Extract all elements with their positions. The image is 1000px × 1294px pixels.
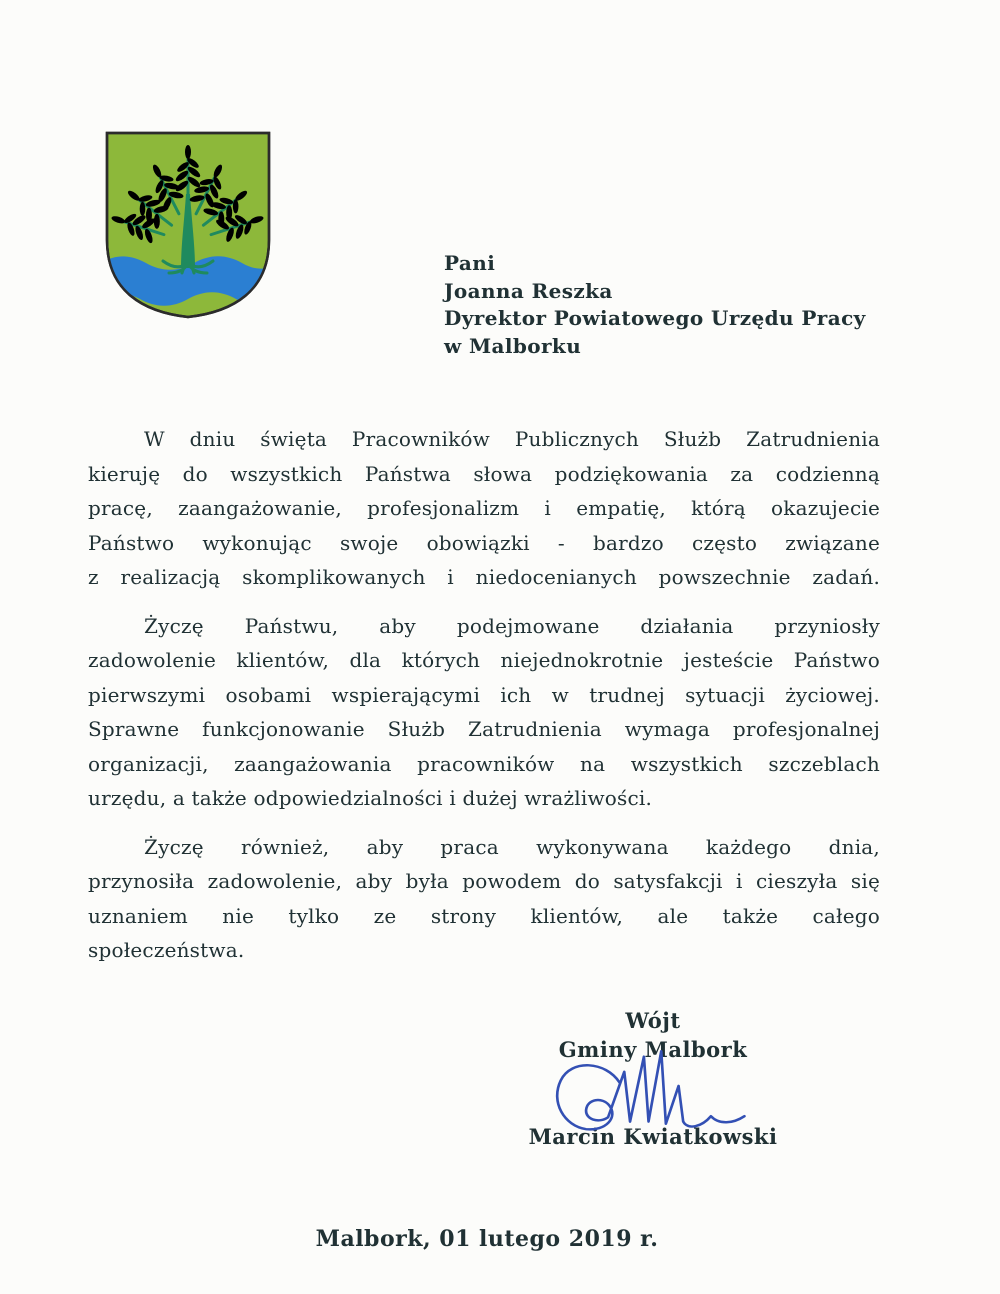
paragraph-3 — [88, 830, 880, 968]
dateline: Malbork, 01 lutego 2019 r. — [315, 1226, 659, 1252]
coat-of-arms-gmina-malbork — [100, 128, 276, 322]
paragraph-1 — [88, 422, 880, 595]
body-line: Życzę również, aby praca wykonywana każdego dnia, — [144, 834, 880, 859]
body-line: urzędu, a także odpowiedzialności i dużej wrażliwości. — [88, 786, 653, 810]
signer-title-line1: Wójt — [625, 1008, 681, 1033]
paragraph-2 — [88, 609, 880, 816]
body-line: pierwszymi osobami wspierającymi ich w trudnej sytuacji życiowej. — [88, 682, 880, 707]
body-line: kieruję do wszystkich Państwa słowa podziękowania za codzienną — [88, 461, 880, 486]
recipient-title: Dyrektor Powiatowego Urzędu Pracy — [444, 306, 866, 330]
signer-name: Marcin Kwiatkowski — [528, 1124, 778, 1149]
body-line: uznaniem nie tylko ze strony klientów, ale także całego — [88, 903, 880, 928]
handwritten-signature — [548, 1048, 756, 1140]
body-line: pracę, zaangażowanie, profesjonalizm i empatię, którą okazujecie — [88, 496, 880, 520]
recipient-name: Joanna Reszka — [444, 278, 613, 303]
body-line: społeczeństwa. — [88, 938, 245, 962]
body-line: przynosiła zadowolenie, aby była powodem do satysfakcji i cieszyła się — [88, 869, 880, 893]
body-line: Państwo wykonując swoje obowiązki - bardzo często związane — [88, 530, 880, 555]
letter-body — [88, 422, 880, 968]
signer-title-line2: Gminy Malbork — [558, 1037, 748, 1062]
recipient-block — [444, 250, 866, 360]
body-line: Sprawne funkcjonowanie Służb Zatrudnienia wymaga profesjonalnej — [88, 717, 880, 741]
recipient-salutation: Pani — [444, 251, 496, 275]
body-line: W dniu święta Pracowników Publicznych Służb Zatrudnienia — [144, 427, 880, 451]
body-line: zadowolenie klientów, dla których niejednokrotnie jesteście Państwo — [88, 648, 880, 672]
recipient-location: w Malborku — [444, 333, 582, 358]
body-line: Życzę Państwu, aby podejmowane działania przyniosły — [144, 613, 880, 638]
body-line: organizacji, zaangażowania pracowników na wszystkich szczeblach — [88, 751, 880, 776]
body-line: z realizacją skomplikowanych i niedocenianych powszechnie zadań. — [88, 565, 880, 589]
